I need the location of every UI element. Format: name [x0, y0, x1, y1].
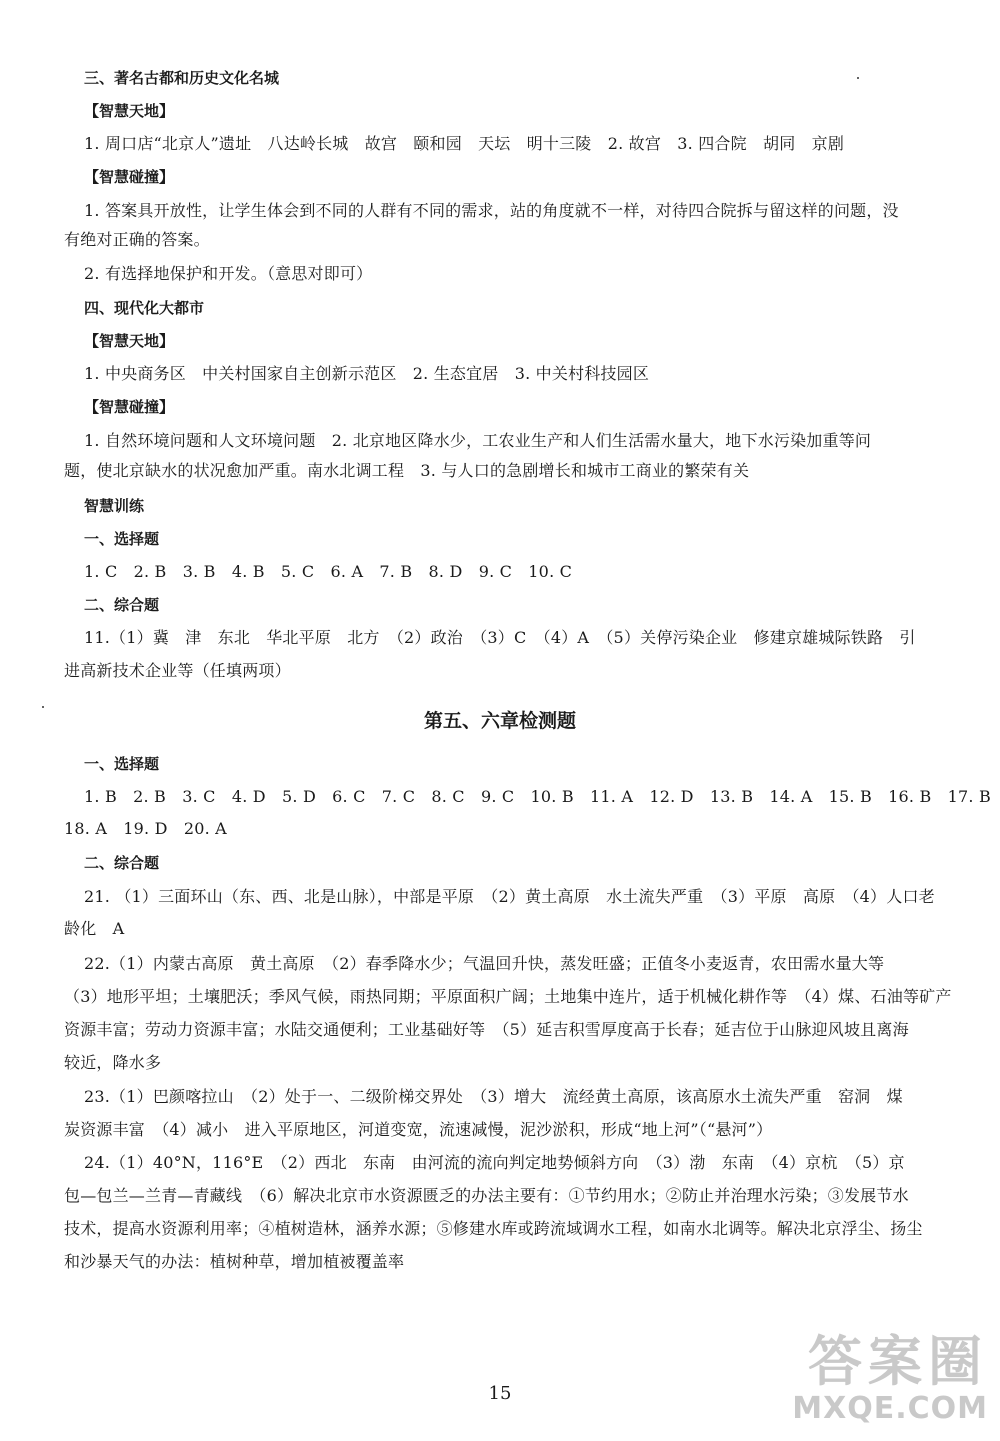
test-choice-answers-line: 18. A 19. D 20. A	[64, 819, 227, 838]
section-3-tiandi-answer: 1. 周口店“北京人”遗址 八达岭长城 故宫 颐和园 天坛 明十三陵 2. 故宫 3. 四合院 胡同 京剧	[84, 134, 845, 153]
q24-line: 包—包兰—兰青—青藏线 （6）解决北京市水资源匮乏的办法主要有：①节约用水；②防止并治理水污染；③发展节水	[64, 1186, 909, 1205]
q21-line: 21. （1）三面环山（东、西、北是山脉），中部是平原 （2）黄土高原 水土流失严重 （3）平原 高原 （4）人口老	[84, 887, 935, 906]
section-4-title: 四、现代化大都市	[84, 299, 205, 317]
section-4-pengzhuang-answer-line: 题，使北京缺水的状况愈加严重。南水北调工程 3. 与人口的急剧增长和城市工商业的繁荣有关	[64, 461, 750, 480]
watermark-logo: 答案圈	[808, 1330, 988, 1393]
section-3-pengzhuang-answer-line: 2. 有选择地保护和开发。（意思对即可）	[84, 264, 373, 283]
test-choice-label: 一、选择题	[84, 755, 160, 773]
training-q11-line: 进高新技术企业等（任填两项）	[64, 661, 291, 680]
q22-line: 22.（1）内蒙古高原 黄土高原 （2）春季降水少；气温回升快，蒸发旺盛；正值冬小麦返青，农田需水量大等	[84, 954, 885, 973]
test-choice-answers-line: 1. B 2. B 3. C 4. D 5. D 6. C 7. C 8. C 9. C 10. B 11. A 12. D 13. B 14. A 15. B 16. B 17. B	[84, 787, 991, 806]
test-title: 第五、六章检测题	[423, 710, 576, 732]
section-3-pengzhuang-answer-line: 有绝对正确的答案。	[64, 230, 210, 249]
page-number: 15	[488, 1383, 512, 1404]
watermark	[728, 1331, 988, 1431]
section-4-pengzhuang-label: 【智慧碰撞】	[84, 398, 175, 416]
q23-line: 23.（1）巴颜喀拉山 （2）处于一、二级阶梯交界处 （3）增大 流经黄土高原，该高原水土流失严重 窑洞 煤	[84, 1087, 903, 1106]
section-3-title: 三、著名古都和历史文化名城	[84, 69, 280, 87]
training-comprehensive-label: 二、综合题	[84, 596, 160, 614]
section-4-tiandi-answer: 1. 中央商务区 中关村国家自主创新示范区 2. 生态宜居 3. 中关村科技园区	[84, 364, 650, 383]
training-choice-label: 一、选择题	[84, 530, 160, 548]
training-choice-answers: 1. C 2. B 3. B 4. B 5. C 6. A 7. B 8. D 9. C 10. C	[84, 562, 573, 581]
section-4-pengzhuang-answer-line: 1. 自然环境问题和人文环境问题 2. 北京地区降水少，工农业生产和人们生活需水量大，地下水污染加重等问	[84, 431, 872, 450]
test-comprehensive-label: 二、综合题	[84, 854, 160, 872]
section-4-tiandi-label: 【智慧天地】	[84, 332, 175, 350]
q21-line: 龄化 A	[64, 919, 125, 938]
training-q11-line: 11.（1）冀 津 东北 华北平原 北方 （2）政治 （3）C （4）A （5）关停污染企业 修建京雄城际铁路 引	[84, 628, 916, 647]
training-title: 智慧训练	[84, 497, 145, 515]
section-3-pengzhuang-label: 【智慧碰撞】	[84, 168, 175, 186]
section-3-pengzhuang-answer-line: 1. 答案具开放性，让学生体会到不同的人群有不同的需求，站的角度就不一样，对待四合院拆与留这样的问题，没	[84, 201, 899, 220]
q24-line: 和沙暴天气的办法：植树种草，增加植被覆盖率	[64, 1252, 405, 1271]
q22-line: 资源丰富；劳动力资源丰富；水陆交通便利；工业基础好等 （5）延吉积雪厚度高于长春；延吉位于山脉迎风坡且离海	[64, 1020, 909, 1039]
watermark-url: MXQE.COM	[792, 1391, 988, 1426]
speck-mark	[857, 77, 859, 79]
q22-line: 较近，降水多	[64, 1053, 162, 1072]
q24-line: 技术，提高水资源利用率；④植树造林，涵养水源；⑤修建水库或跨流域调水工程，如南水北调等。解决北京浮尘、扬尘	[64, 1219, 923, 1238]
section-3-tiandi-label: 【智慧天地】	[84, 102, 175, 120]
q22-line: （3）地形平坦；土壤肥沃；季风气候，雨热同期；平原面积广阔；土地集中连片，适于机械化耕作等 （4）煤、石油等矿产	[64, 987, 952, 1006]
q23-line: 炭资源丰富 （4）减小 进入平原地区，河道变宽，流速减慢，泥沙淤积，形成“地上河”（“悬河”）	[64, 1120, 773, 1139]
q24-line: 24.（1）40°N，116°E （2）西北 东南 由河流的流向判定地势倾斜方向 （3）渤 东南 （4）京杭 （5）京	[84, 1153, 905, 1172]
